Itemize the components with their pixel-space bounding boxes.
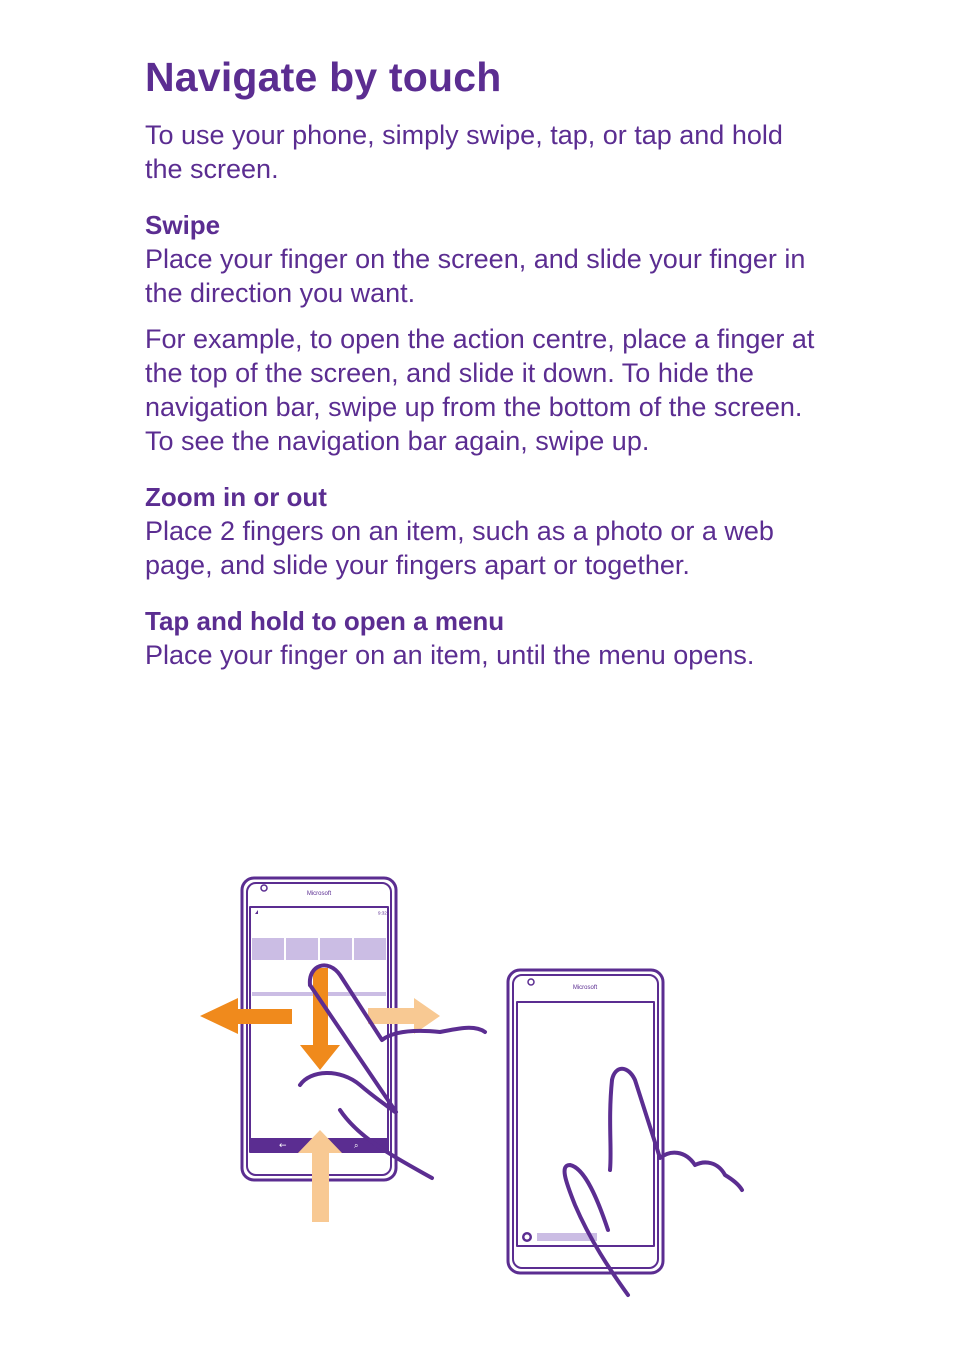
- right-phone-bottom-bar: [522, 1232, 597, 1242]
- section-swipe: [145, 208, 825, 458]
- section-paragraph: For example, to open the action centre, place a finger at the top of the screen, and slide it down. To hide the navigation bar, swipe up from the bottom of the screen. To see the navigation bar again, swipe up.: [145, 324, 815, 456]
- section-paragraph: Place your finger on an item, until the menu opens.: [145, 640, 755, 670]
- section-heading: Zoom in or out: [145, 482, 327, 512]
- svg-text:⌕: ⌕: [354, 1141, 359, 1150]
- section-tap-hold: [145, 604, 825, 672]
- page-content: [145, 50, 825, 672]
- intro-text: To use your phone, simply swipe, tap, or tap and hold the screen.: [145, 120, 783, 184]
- swipe-right-arrow: [368, 998, 440, 1034]
- gesture-illustration: [195, 870, 755, 1310]
- tile-row: [252, 938, 386, 960]
- page-title: Navigate by touch: [145, 54, 502, 100]
- section-zoom: [145, 480, 825, 582]
- section-paragraph: Place 2 fingers on an item, such as a photo or a web page, and slide your fingers apart or together.: [145, 516, 774, 580]
- status-time: 9:32: [378, 910, 387, 916]
- section-heading: Swipe: [145, 210, 221, 240]
- section-paragraph: Place your finger on the screen, and slide your finger in the direction you want.: [145, 244, 806, 308]
- left-phone-status-bar: [252, 909, 387, 916]
- svg-text:←: ←: [279, 1141, 287, 1151]
- right-phone-brand: Microsoft: [572, 985, 598, 991]
- section-heading: Tap and hold to open a menu: [145, 606, 505, 636]
- left-phone-brand: Microsoft: [306, 891, 332, 897]
